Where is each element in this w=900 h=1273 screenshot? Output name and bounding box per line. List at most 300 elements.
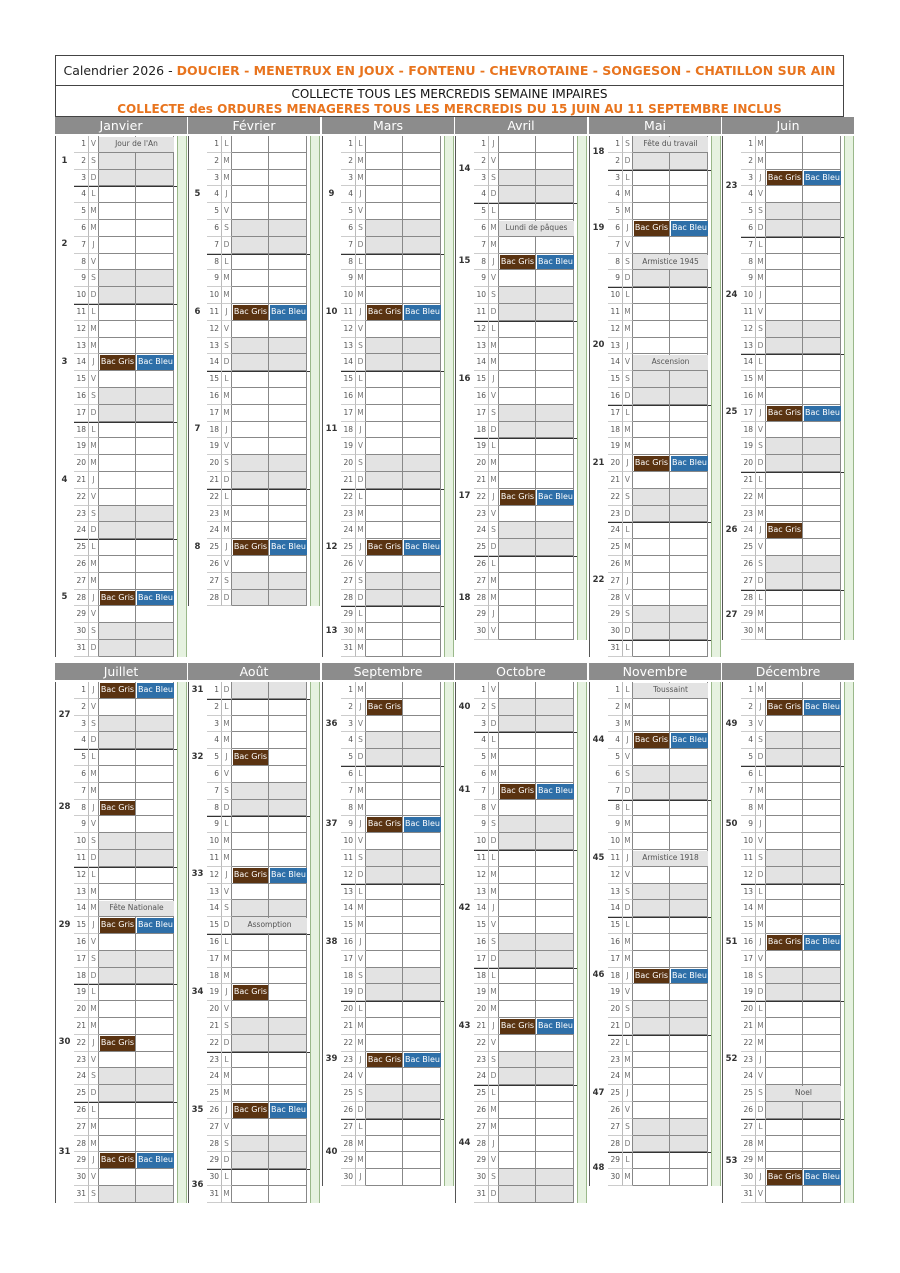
day-row bbox=[188, 573, 321, 590]
day-number: 25 bbox=[74, 1085, 89, 1102]
day-letter: L bbox=[89, 304, 99, 321]
bin-cell-bleu bbox=[536, 1152, 574, 1169]
day-row bbox=[589, 170, 722, 187]
day-letter: M bbox=[356, 1136, 366, 1153]
day-letter: M bbox=[222, 1085, 232, 1102]
day-number: 8 bbox=[74, 254, 89, 271]
green-cell bbox=[444, 220, 454, 237]
day-row bbox=[455, 203, 588, 220]
day-number: 2 bbox=[341, 153, 356, 170]
day-row bbox=[322, 716, 455, 733]
day-letter: J bbox=[489, 606, 499, 623]
day-row bbox=[589, 1035, 722, 1052]
day-row bbox=[455, 1136, 588, 1153]
day-row bbox=[589, 934, 722, 951]
bac-bleu-badge: Bac Bleu bbox=[537, 784, 574, 799]
green-cell bbox=[711, 766, 721, 783]
day-row bbox=[55, 136, 188, 153]
bac-bleu-badge: Bac Bleu bbox=[804, 935, 841, 950]
bac-bleu-badge: Bac Bleu bbox=[537, 490, 574, 505]
green-cell bbox=[310, 1001, 320, 1018]
day-letter: M bbox=[623, 321, 633, 338]
green-cell bbox=[444, 556, 454, 573]
green-cell bbox=[577, 1152, 587, 1169]
day-number: 19 bbox=[474, 438, 489, 455]
bin-cell-bleu bbox=[670, 640, 708, 657]
green-cell bbox=[844, 506, 854, 523]
day-row bbox=[589, 951, 722, 968]
bin-cell-bleu bbox=[670, 1102, 708, 1119]
green-cell bbox=[177, 682, 187, 699]
green-cell bbox=[177, 640, 187, 657]
green-cell bbox=[310, 816, 320, 833]
bin-cell-bleu bbox=[803, 573, 841, 590]
bin-cell-gris bbox=[499, 968, 536, 985]
green-cell bbox=[844, 1035, 854, 1052]
green-cell bbox=[711, 422, 721, 439]
green-cell bbox=[844, 388, 854, 405]
day-letter: V bbox=[356, 951, 366, 968]
green-cell bbox=[444, 606, 454, 623]
day-letter: M bbox=[222, 1186, 232, 1203]
day-letter: S bbox=[356, 850, 366, 867]
day-letter: M bbox=[623, 304, 633, 321]
day-row bbox=[55, 623, 188, 640]
green-cell bbox=[577, 917, 587, 934]
bin-cell-bleu bbox=[670, 522, 708, 539]
bin-cell-bleu bbox=[403, 1085, 441, 1102]
day-row bbox=[722, 766, 855, 783]
bin-cell-bleu bbox=[269, 321, 307, 338]
bin-cell-bleu bbox=[136, 1186, 174, 1203]
green-cell bbox=[310, 371, 320, 388]
day-number: 15 bbox=[608, 917, 623, 934]
day-row bbox=[322, 388, 455, 405]
day-number: 23 bbox=[74, 1052, 89, 1069]
day-letter: D bbox=[222, 237, 232, 254]
day-letter: L bbox=[356, 606, 366, 623]
day-number: 2 bbox=[608, 153, 623, 170]
day-letter: D bbox=[89, 1085, 99, 1102]
bin-cell-gris bbox=[99, 606, 136, 623]
bin-cell-bleu bbox=[269, 699, 307, 716]
bin-cell-gris bbox=[499, 1119, 536, 1136]
green-cell bbox=[444, 186, 454, 203]
bin-cell-gris bbox=[499, 338, 536, 355]
week-number: 15 bbox=[458, 256, 471, 267]
day-letter: M bbox=[222, 153, 232, 170]
green-cell bbox=[577, 800, 587, 817]
day-row bbox=[722, 749, 855, 766]
day-row bbox=[188, 590, 321, 607]
day-letter: D bbox=[222, 800, 232, 817]
green-cell bbox=[177, 1018, 187, 1035]
bin-cell-bleu bbox=[269, 422, 307, 439]
day-number: 5 bbox=[608, 749, 623, 766]
bin-cell-bleu bbox=[403, 749, 441, 766]
day-number: 20 bbox=[74, 455, 89, 472]
day-row bbox=[455, 170, 588, 187]
day-number: 21 bbox=[474, 1018, 489, 1035]
day-row bbox=[722, 1119, 855, 1136]
day-row bbox=[722, 573, 855, 590]
bac-bleu-badge: Bac Bleu bbox=[137, 1153, 174, 1168]
green-cell bbox=[444, 732, 454, 749]
green-cell bbox=[711, 1068, 721, 1085]
bin-cell-gris bbox=[499, 237, 536, 254]
bin-cell-gris bbox=[232, 556, 269, 573]
day-letter: M bbox=[756, 1152, 766, 1169]
week-number: 30 bbox=[58, 1037, 71, 1048]
day-row bbox=[455, 900, 588, 917]
day-row bbox=[722, 287, 855, 304]
day-number: 7 bbox=[741, 237, 756, 254]
bin-cell-gris bbox=[366, 590, 403, 607]
green-cell bbox=[711, 170, 721, 187]
day-number: 1 bbox=[207, 682, 222, 699]
bin-cell-bleu bbox=[403, 455, 441, 472]
bin-cell-gris bbox=[232, 766, 269, 783]
day-letter: M bbox=[89, 783, 99, 800]
month-juin bbox=[722, 117, 855, 642]
holiday-label: Noel bbox=[766, 1086, 841, 1101]
bac-bleu-badge: Bac Bleu bbox=[671, 733, 708, 748]
bin-cell-gris bbox=[499, 590, 536, 607]
green-cell bbox=[577, 539, 587, 556]
day-row bbox=[455, 438, 588, 455]
day-number: 10 bbox=[608, 833, 623, 850]
day-number: 16 bbox=[74, 388, 89, 405]
day-row bbox=[322, 682, 455, 699]
bin-cell-gris bbox=[766, 766, 803, 783]
green-cell bbox=[444, 699, 454, 716]
day-row bbox=[188, 1018, 321, 1035]
green-cell bbox=[711, 153, 721, 170]
day-row bbox=[722, 800, 855, 817]
bin-cell-bleu bbox=[403, 489, 441, 506]
day-letter: S bbox=[756, 438, 766, 455]
day-row bbox=[455, 237, 588, 254]
week-number: 12 bbox=[325, 541, 338, 552]
week-number: 28 bbox=[58, 802, 71, 813]
bin-cell-bleu bbox=[269, 237, 307, 254]
bin-cell-bleu bbox=[803, 136, 841, 153]
day-number: 5 bbox=[207, 203, 222, 220]
day-number: 11 bbox=[741, 850, 756, 867]
day-number: 19 bbox=[74, 438, 89, 455]
bin-cell-bleu bbox=[803, 321, 841, 338]
bin-cell-gris bbox=[766, 1152, 803, 1169]
bin-cell-bleu bbox=[403, 783, 441, 800]
day-row bbox=[455, 556, 588, 573]
day-row bbox=[322, 917, 455, 934]
day-letter: S bbox=[222, 573, 232, 590]
bin-cell-bleu bbox=[269, 1035, 307, 1052]
day-number: 10 bbox=[341, 287, 356, 304]
green-cell bbox=[177, 136, 187, 153]
day-letter: M bbox=[623, 556, 633, 573]
day-row bbox=[322, 984, 455, 1001]
day-letter: S bbox=[89, 951, 99, 968]
green-cell bbox=[444, 816, 454, 833]
day-number: 21 bbox=[341, 472, 356, 489]
day-number: 11 bbox=[74, 304, 89, 321]
day-letter: M bbox=[489, 984, 499, 1001]
bin-cell-bleu bbox=[803, 270, 841, 287]
bin-cell-gris bbox=[99, 573, 136, 590]
day-number: 9 bbox=[74, 270, 89, 287]
bin-cell-gris bbox=[633, 1018, 670, 1035]
day-letter: S bbox=[623, 606, 633, 623]
day-number: 28 bbox=[474, 1136, 489, 1153]
day-number: 10 bbox=[741, 287, 756, 304]
day-number: 3 bbox=[341, 170, 356, 187]
bin-cell-bleu bbox=[803, 749, 841, 766]
bin-cell-bleu bbox=[269, 1136, 307, 1153]
day-row bbox=[188, 934, 321, 951]
month-avril bbox=[455, 117, 588, 642]
bin-cell-gris bbox=[366, 749, 403, 766]
bin-cell-bleu bbox=[670, 304, 708, 321]
green-cell bbox=[711, 203, 721, 220]
day-letter: V bbox=[89, 489, 99, 506]
day-row bbox=[455, 522, 588, 539]
green-cell bbox=[177, 506, 187, 523]
bin-cell-gris bbox=[99, 833, 136, 850]
green-cell bbox=[177, 934, 187, 951]
bin-cell-bleu bbox=[269, 489, 307, 506]
day-row bbox=[455, 783, 588, 800]
day-number: 26 bbox=[74, 556, 89, 573]
day-letter: L bbox=[489, 1085, 499, 1102]
day-letter: D bbox=[623, 623, 633, 640]
bin-cell-gris bbox=[766, 203, 803, 220]
bin-cell-gris bbox=[366, 1119, 403, 1136]
green-cell bbox=[844, 783, 854, 800]
day-letter: S bbox=[489, 699, 499, 716]
green-cell bbox=[844, 1136, 854, 1153]
bin-cell-bleu bbox=[403, 506, 441, 523]
day-number: 8 bbox=[341, 800, 356, 817]
week-number: 34 bbox=[191, 987, 204, 997]
green-cell bbox=[444, 388, 454, 405]
green-cell bbox=[711, 884, 721, 901]
day-row bbox=[55, 716, 188, 733]
day-letter: S bbox=[489, 1169, 499, 1186]
green-cell bbox=[177, 1068, 187, 1085]
green-cell bbox=[711, 867, 721, 884]
day-number: 15 bbox=[474, 371, 489, 388]
day-row bbox=[322, 254, 455, 271]
day-row bbox=[322, 1068, 455, 1085]
day-letter: D bbox=[756, 455, 766, 472]
day-number: 9 bbox=[474, 816, 489, 833]
day-row bbox=[722, 338, 855, 355]
bin-cell-bleu bbox=[403, 884, 441, 901]
day-number: 26 bbox=[74, 1102, 89, 1119]
day-row bbox=[589, 968, 722, 985]
bin-cell-gris bbox=[633, 783, 670, 800]
day-letter: J bbox=[89, 1035, 99, 1052]
green-cell bbox=[577, 682, 587, 699]
day-letter: S bbox=[356, 455, 366, 472]
day-row bbox=[455, 749, 588, 766]
day-number: 4 bbox=[608, 732, 623, 749]
day-number: 15 bbox=[341, 371, 356, 388]
day-row bbox=[589, 237, 722, 254]
bin-cell-bleu bbox=[136, 186, 174, 203]
green-cell bbox=[844, 405, 854, 422]
day-row bbox=[722, 405, 855, 422]
day-row bbox=[589, 623, 722, 640]
day-letter: M bbox=[356, 900, 366, 917]
bin-cell-bleu bbox=[670, 816, 708, 833]
bin-cell-gris bbox=[366, 287, 403, 304]
day-number: 25 bbox=[207, 539, 222, 556]
day-number: 13 bbox=[74, 884, 89, 901]
bin-cell-gris bbox=[766, 338, 803, 355]
green-cell bbox=[844, 1052, 854, 1069]
bin-cell-gris bbox=[499, 1035, 536, 1052]
bin-cell-bleu bbox=[403, 682, 441, 699]
bin-cell-bleu bbox=[803, 455, 841, 472]
bin-cell-gris bbox=[99, 237, 136, 254]
bin-cell-gris bbox=[633, 321, 670, 338]
day-number: 30 bbox=[74, 623, 89, 640]
bin-cell-bleu bbox=[269, 1119, 307, 1136]
day-letter: L bbox=[222, 136, 232, 153]
day-row bbox=[722, 438, 855, 455]
bin-cell-bleu bbox=[403, 438, 441, 455]
bin-cell-bleu bbox=[269, 1169, 307, 1186]
green-cell bbox=[577, 1035, 587, 1052]
bin-cell-gris bbox=[99, 850, 136, 867]
bin-cell-bleu bbox=[536, 884, 574, 901]
bin-cell-gris bbox=[99, 1001, 136, 1018]
green-cell bbox=[310, 867, 320, 884]
green-cell bbox=[177, 422, 187, 439]
green-cell bbox=[177, 405, 187, 422]
day-number: 27 bbox=[74, 1119, 89, 1136]
green-cell bbox=[310, 321, 320, 338]
bin-cell-bleu bbox=[136, 1102, 174, 1119]
green-cell bbox=[177, 1001, 187, 1018]
bac-bleu-badge: Bac Bleu bbox=[804, 406, 841, 421]
green-cell bbox=[577, 1085, 587, 1102]
day-number: 28 bbox=[207, 1136, 222, 1153]
green-cell bbox=[310, 1152, 320, 1169]
day-letter: M bbox=[222, 170, 232, 187]
calendar-title: Calendrier 2026 - bbox=[63, 63, 173, 78]
day-letter: V bbox=[356, 321, 366, 338]
day-letter: V bbox=[756, 186, 766, 203]
bin-cell-bleu bbox=[269, 405, 307, 422]
bin-cell-bleu bbox=[403, 354, 441, 371]
bin-cell-gris bbox=[499, 1152, 536, 1169]
day-row bbox=[722, 170, 855, 187]
bin-cell-gris bbox=[499, 766, 536, 783]
bin-cell-gris bbox=[232, 522, 269, 539]
bac-gris-badge: Bac Gris bbox=[100, 591, 135, 606]
day-row bbox=[322, 1085, 455, 1102]
day-letter: L bbox=[222, 816, 232, 833]
bin-cell-gris bbox=[633, 153, 670, 170]
day-row bbox=[589, 522, 722, 539]
day-letter: M bbox=[356, 783, 366, 800]
bin-cell-bleu bbox=[536, 900, 574, 917]
day-number: 25 bbox=[74, 539, 89, 556]
green-cell bbox=[177, 716, 187, 733]
green-cell bbox=[711, 489, 721, 506]
bac-bleu-badge: Bac Bleu bbox=[404, 305, 441, 320]
day-letter: S bbox=[623, 1001, 633, 1018]
green-cell bbox=[577, 590, 587, 607]
day-row bbox=[722, 1068, 855, 1085]
bin-cell-gris bbox=[99, 783, 136, 800]
day-number: 9 bbox=[741, 270, 756, 287]
day-row bbox=[589, 506, 722, 523]
bin-cell-bleu bbox=[269, 1018, 307, 1035]
day-number: 28 bbox=[341, 590, 356, 607]
day-number: 23 bbox=[474, 506, 489, 523]
day-letter: S bbox=[89, 153, 99, 170]
day-letter: V bbox=[489, 153, 499, 170]
day-number: 2 bbox=[74, 153, 89, 170]
bin-cell-gris bbox=[766, 833, 803, 850]
bin-cell-gris bbox=[366, 934, 403, 951]
green-cell bbox=[844, 304, 854, 321]
day-row bbox=[589, 472, 722, 489]
day-letter: J bbox=[356, 539, 366, 556]
day-letter: D bbox=[89, 405, 99, 422]
bin-cell-bleu bbox=[403, 556, 441, 573]
green-cell bbox=[577, 388, 587, 405]
day-row bbox=[322, 237, 455, 254]
day-row bbox=[55, 867, 188, 884]
green-cell bbox=[577, 203, 587, 220]
day-row bbox=[322, 1136, 455, 1153]
green-cell bbox=[711, 438, 721, 455]
day-letter: D bbox=[489, 1068, 499, 1085]
week-number: 18 bbox=[592, 147, 605, 157]
day-letter: V bbox=[756, 833, 766, 850]
day-row bbox=[55, 1035, 188, 1052]
bin-cell-bleu bbox=[269, 1152, 307, 1169]
day-letter: L bbox=[756, 237, 766, 254]
week-number: 31 bbox=[191, 685, 204, 695]
green-cell bbox=[844, 136, 854, 153]
green-cell bbox=[711, 1018, 721, 1035]
day-letter: D bbox=[356, 472, 366, 489]
day-letter: M bbox=[356, 170, 366, 187]
day-letter: J bbox=[623, 338, 633, 355]
day-row bbox=[55, 489, 188, 506]
day-row bbox=[322, 1152, 455, 1169]
green-cell bbox=[577, 506, 587, 523]
day-number: 22 bbox=[608, 1035, 623, 1052]
day-number: 9 bbox=[341, 816, 356, 833]
day-row bbox=[455, 606, 588, 623]
day-number: 5 bbox=[341, 749, 356, 766]
day-number: 18 bbox=[474, 422, 489, 439]
day-row bbox=[589, 354, 722, 371]
day-row bbox=[589, 800, 722, 817]
bin-cell-bleu bbox=[269, 716, 307, 733]
week-number: 43 bbox=[458, 1020, 471, 1031]
bin-cell-bleu bbox=[803, 1119, 841, 1136]
green-cell bbox=[577, 816, 587, 833]
green-cell bbox=[310, 917, 320, 934]
